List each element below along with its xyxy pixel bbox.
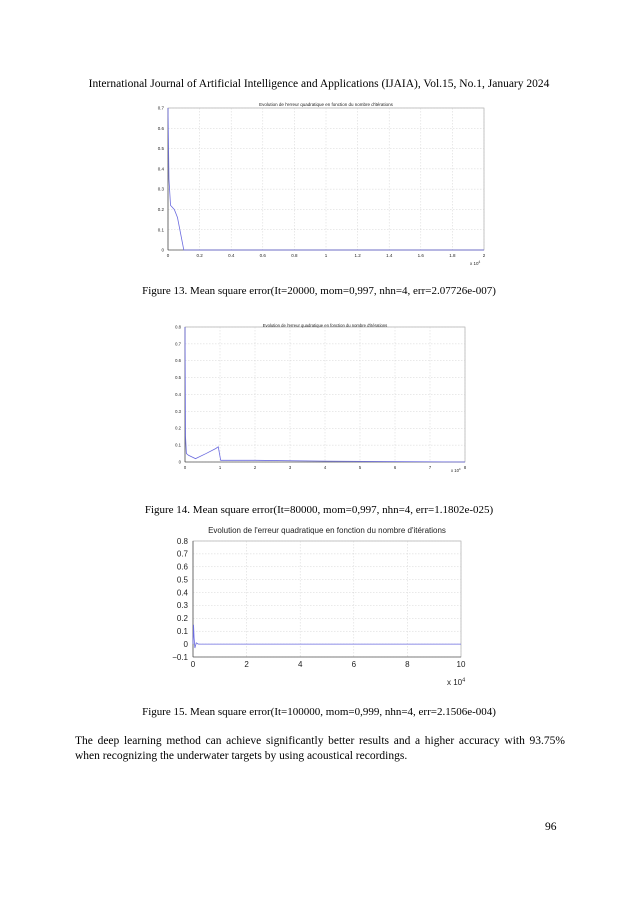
x-multiplier-label: x $10^4$ <box>470 259 481 266</box>
y-tick-label: 0 <box>178 459 181 465</box>
x-tick-label: 0 <box>183 465 187 470</box>
body-paragraph: The deep learning method can achieve significantly better results and a higher accuracy with 93.75% when recognizing the underwater targets by using acoustical recordings. <box>75 735 565 762</box>
y-tick-label: 0 <box>183 639 188 649</box>
chart-title: Evolution de l'erreur quadratique en fonction du nombre d'itérations <box>208 526 446 535</box>
x-tick-label: 1 <box>218 465 222 470</box>
figure-15-caption: Figure 15. Mean square error(It=100000, mom=0,999, nhn=4, err=2.1506e-004) <box>142 706 496 718</box>
x-tick-label: 2 <box>244 660 249 669</box>
y-tick-label: −0.1 <box>172 652 188 662</box>
y-tick-label: 0.8 <box>176 536 188 546</box>
y-tick-label: 0.5 <box>176 575 188 585</box>
y-tick-label: 0.2 <box>175 425 181 431</box>
x-tick-label: 0 <box>166 253 170 258</box>
x-tick-label: 1.6 <box>417 253 424 258</box>
figure-15-chart <box>172 526 466 687</box>
y-tick-label: 0.3 <box>176 601 188 611</box>
chart-title: Evolution de l'erreur quadratique en fonction du nombre d'itérations <box>259 102 393 107</box>
y-tick-label: 0.4 <box>157 166 164 172</box>
y-tick-label: 0.6 <box>176 562 188 572</box>
y-tick-label: 0.3 <box>175 408 181 414</box>
x-tick-label: 2 <box>253 465 257 470</box>
y-tick-label: 0.8 <box>175 324 181 330</box>
y-tick-label: 0.7 <box>175 341 181 347</box>
y-tick-label: 0.6 <box>157 125 164 131</box>
x-tick-label: 0.6 <box>259 253 266 258</box>
figure-13-chart <box>158 102 486 266</box>
y-tick-label: 0.2 <box>157 207 164 213</box>
y-tick-label: 0.5 <box>175 375 181 381</box>
y-tick-label: 0.7 <box>176 549 188 559</box>
y-tick-label: 0.3 <box>157 186 164 192</box>
x-tick-label: 0.8 <box>291 253 298 258</box>
x-tick-label: 8 <box>463 465 467 470</box>
journal-header: International Journal of Artificial Intelligence and Applications (IJAIA), Vol.15, No.1, January 2024 <box>88 78 550 90</box>
y-tick-label: 0.2 <box>176 614 188 624</box>
y-tick-label: 0.4 <box>176 588 188 598</box>
x-tick-label: 4 <box>297 660 303 669</box>
x-tick-label: 1.8 <box>449 253 456 258</box>
x-tick-label: 1.4 <box>386 253 393 258</box>
x-tick-label: 8 <box>405 660 410 669</box>
y-tick-label: 0.7 <box>157 105 164 111</box>
figure-13-caption: Figure 13. Mean square error(It=20000, mom=0,997, nhn=4, err=2.07726e-007) <box>142 285 496 297</box>
x-tick-label: 0 <box>190 660 196 669</box>
chart-title: Evolution de l'erreur quadratique en fonction du nombre d'itérations <box>262 323 388 328</box>
plot-area <box>193 541 461 657</box>
x-tick-label: 7 <box>428 465 432 470</box>
x-multiplier-label: x $10^4$ <box>447 677 466 687</box>
x-tick-label: 3 <box>288 465 292 470</box>
x-tick-label: 2 <box>482 253 486 258</box>
y-tick-label: 0.1 <box>175 442 181 448</box>
figure-14-chart <box>175 323 467 473</box>
x-tick-label: 5 <box>358 465 362 470</box>
x-tick-label: 10 <box>456 660 466 669</box>
figure-14-caption: Figure 14. Mean square error(It=80000, mom=0,997, nhn=4, err=1.1802e-025) <box>144 504 494 516</box>
x-tick-label: 4 <box>323 465 327 470</box>
y-tick-label: 0.4 <box>175 391 181 397</box>
page-number: 96 <box>545 821 557 833</box>
x-tick-label: 1.2 <box>354 253 361 258</box>
y-tick-label: 0.1 <box>157 227 164 233</box>
y-tick-label: 0.1 <box>176 627 188 637</box>
y-tick-label: 0 <box>161 247 164 253</box>
x-tick-label: 6 <box>393 465 397 470</box>
y-tick-label: 0.6 <box>175 358 181 364</box>
x-tick-label: 0.4 <box>228 253 235 258</box>
x-multiplier-label: x $10^4$ <box>451 467 461 473</box>
x-tick-label: 6 <box>351 660 357 669</box>
x-tick-label: 0.2 <box>196 253 203 258</box>
y-tick-label: 0.5 <box>157 146 164 152</box>
x-tick-label: 1 <box>324 253 328 258</box>
